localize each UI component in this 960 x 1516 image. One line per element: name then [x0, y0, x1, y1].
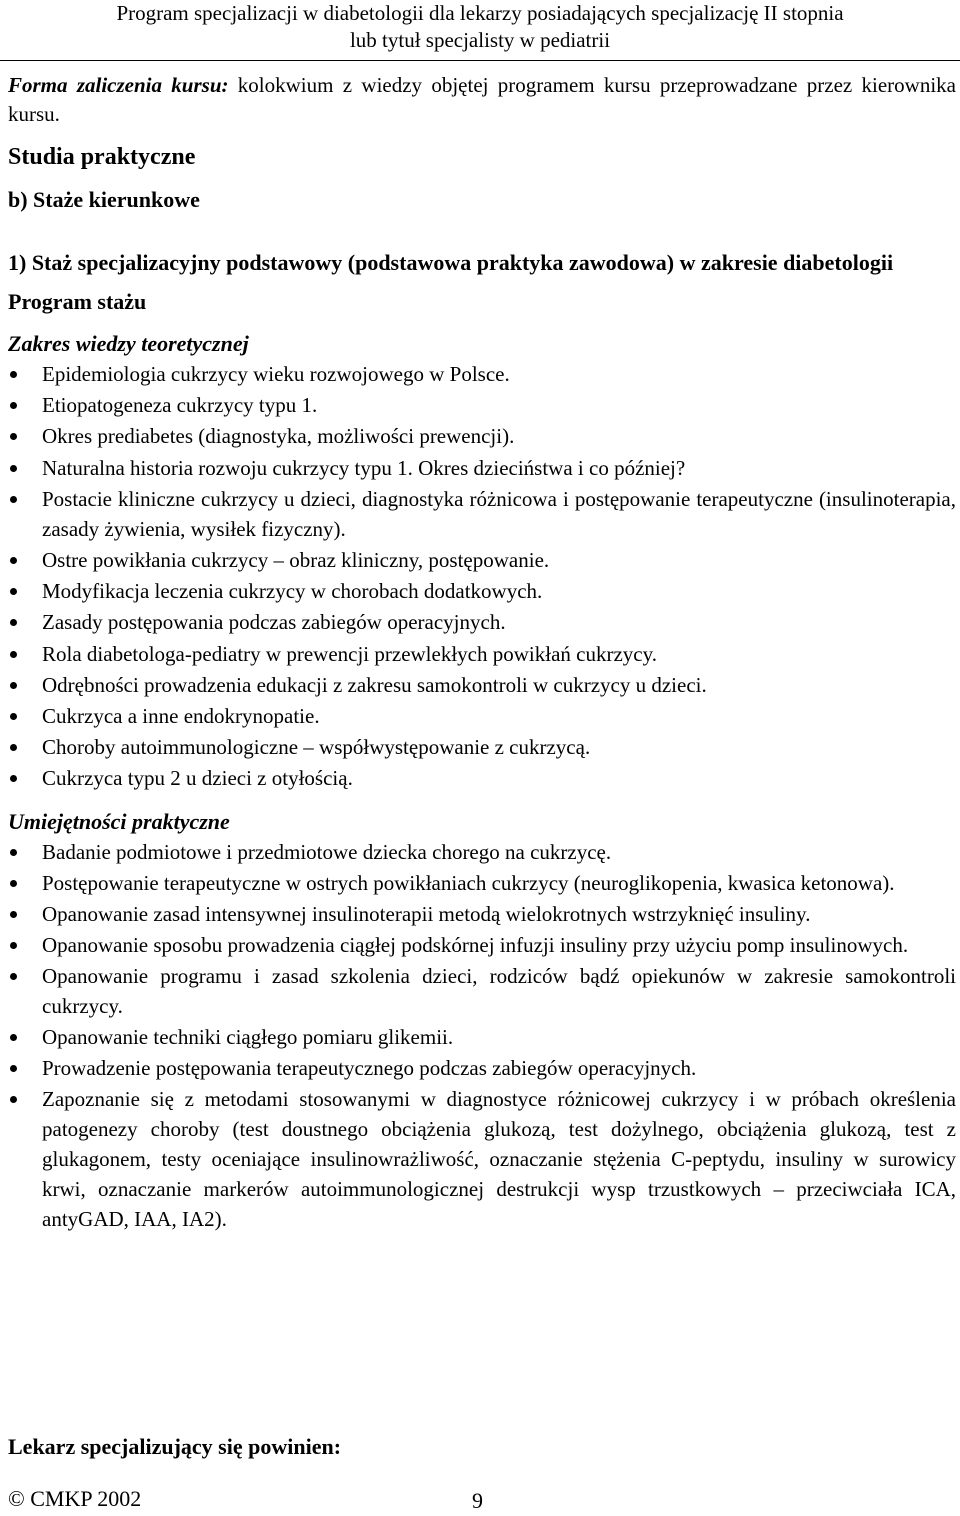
section-title-staze: b) Staże kierunkowe	[8, 187, 200, 212]
subheading-umiejetnosci: Umiejętności praktyczne	[8, 809, 230, 835]
bullet-icon	[10, 1034, 17, 1041]
bullet-icon	[10, 619, 17, 626]
section-title-studia: Studia praktyczne	[8, 144, 196, 170]
list-item	[8, 607, 956, 637]
list-item-text: Postacie kliniczne cukrzycy u dzieci, diagnostyka różnicowa i postępowanie terapeutyczne (insulinoterapia, zasady żywienia, wysiłek fizyczny).	[42, 486, 956, 541]
list-item-text: Opanowanie sposobu prowadzenia ciągłej podskórnej infuzji insuliny przy użyciu pomp insulinowych.	[42, 933, 909, 958]
header-line-1: Program specjalizacji w diabetologii dla lekarzy posiadających specjalizację II stopnia	[116, 1, 844, 25]
bullet-icon	[10, 942, 17, 949]
list-item-text: Opanowanie techniki ciągłego pomiaru glikemii.	[42, 1025, 454, 1050]
header-rule	[0, 60, 960, 61]
list-item	[8, 732, 956, 762]
list-item	[8, 1022, 956, 1052]
header-line-2: lub tytuł specjalisty w pediatrii	[349, 28, 611, 52]
bullet-icon	[10, 557, 17, 564]
list-item	[8, 545, 956, 575]
list-item	[8, 899, 956, 929]
list-item	[8, 868, 956, 898]
list-item	[8, 701, 956, 731]
bullet-icon	[10, 371, 17, 378]
bullet-icon	[10, 496, 17, 503]
list-item-text: Opanowanie programu i zasad szkolenia dzieci, rodziców bądź opiekunów w zakresie samokontroli cukrzycy.	[42, 964, 956, 1019]
forma-zaliczenia-paragraph	[8, 71, 956, 129]
list-item	[8, 390, 956, 420]
bullet-icon	[10, 1096, 17, 1103]
forma-zaliczenia-label: Forma zaliczenia kursu:	[8, 73, 229, 97]
forma-zaliczenia-text: kolokwium z wiedzy objętej programem kursu przeprowadzane przez kierownika kursu.	[8, 73, 956, 126]
bullet-icon	[10, 402, 17, 409]
list-item	[8, 1053, 956, 1083]
bullet-icon	[10, 682, 17, 689]
list-item	[8, 670, 956, 700]
bullet-icon	[10, 588, 17, 595]
page-content	[8, 71, 956, 1235]
list-item	[8, 639, 956, 669]
footer-copyright: © CMKP 2002	[8, 1486, 142, 1511]
list-item	[8, 1084, 956, 1234]
list-item	[8, 453, 956, 483]
bullet-icon	[10, 651, 17, 658]
bullet-icon	[10, 713, 17, 720]
bullet-icon	[10, 433, 17, 440]
section-title-lekarz: Lekarz specjalizujący się powinien:	[8, 1434, 342, 1459]
bullet-icon	[10, 465, 17, 472]
umiejetnosci-list	[8, 837, 956, 1234]
list-item-text: Cukrzyca typu 2 u dzieci z otyłością.	[42, 766, 353, 791]
bullet-icon	[10, 744, 17, 751]
list-item-text: Prowadzenie postępowania terapeutycznego podczas zabiegów operacyjnych.	[42, 1056, 697, 1081]
bullet-icon	[10, 973, 17, 980]
list-item	[8, 576, 956, 606]
page-header	[0, 0, 960, 54]
list-item-text: Postępowanie terapeutyczne w ostrych powikłaniach cukrzycy (neuroglikopenia, kwasica ketonowa).	[42, 871, 895, 896]
list-item	[8, 763, 956, 793]
list-item-text: Okres prediabetes (diagnostyka, możliwości prewencji).	[42, 424, 515, 449]
list-item	[8, 421, 956, 451]
list-item-text: Naturalna historia rozwoju cukrzycy typu 1. Okres dzieciństwa i co później?	[42, 455, 686, 480]
list-item-text: Zapoznanie się z metodami stosowanymi w diagnostyce różnicowej cukrzycy i w próbach określenia patogenezy choroby (test doustnego obciążenia glukozą, test dożylnego, obciążenia glukozą, test z glukagonem, testy oceniające insulinowrażliwość, oznaczanie stężenia C-peptydu, insuliny w surowicy krwi, oznaczanie markerów autoimmunologicznej destrukcji wysp trzustkowych – przeciwciała ICA, antyGAD, IAA, IA2).	[42, 1087, 956, 1232]
list-item	[8, 359, 956, 389]
bullet-icon	[10, 911, 17, 918]
list-item-text: Odrębności prowadzenia edukacji z zakresu samokontroli w cukrzycy u dzieci.	[42, 672, 707, 697]
list-item	[8, 484, 956, 544]
list-item	[8, 930, 956, 960]
list-item-text: Ostre powikłania cukrzycy – obraz kliniczny, postępowanie.	[42, 547, 550, 572]
list-item-text: Choroby autoimmunologiczne – współwystępowanie z cukrzycą.	[42, 735, 591, 760]
list-item	[8, 837, 956, 867]
bullet-icon	[10, 880, 17, 887]
list-item-text: Badanie podmiotowe i przedmiotowe dziecka chorego na cukrzycę.	[42, 840, 612, 865]
bullet-icon	[10, 1065, 17, 1072]
subheading-zakres-wiedzy: Zakres wiedzy teoretycznej	[8, 331, 249, 356]
section-title-staz-podstawowy: 1) Staż specjalizacyjny podstawowy (podstawowa praktyka zawodowa) w zakresie diabetologii	[8, 250, 894, 275]
zakres-wiedzy-list	[8, 359, 956, 793]
list-item-text: Zasady postępowania podczas zabiegów operacyjnych.	[42, 610, 506, 635]
section-title-program-stazu: Program stażu	[8, 289, 147, 314]
list-item-text: Opanowanie zasad intensywnej insulinoterapii metodą wielokrotnych wstrzyknięć insuliny.	[42, 902, 811, 927]
list-item	[8, 961, 956, 1021]
list-item-text: Modyfikacja leczenia cukrzycy w chorobach dodatkowych.	[42, 579, 543, 604]
bullet-icon	[10, 775, 17, 782]
bullet-icon	[10, 849, 17, 856]
list-item-text: Epidemiologia cukrzycy wieku rozwojowego w Polsce.	[42, 362, 510, 386]
footer-page-number: 9	[472, 1488, 483, 1513]
list-item-text: Rola diabetologa-pediatry w prewencji przewlekłych powikłań cukrzycy.	[42, 641, 657, 666]
list-item-text: Etiopatogeneza cukrzycy typu 1.	[42, 393, 318, 418]
list-item-text: Cukrzyca a inne endokrynopatie.	[42, 703, 320, 728]
